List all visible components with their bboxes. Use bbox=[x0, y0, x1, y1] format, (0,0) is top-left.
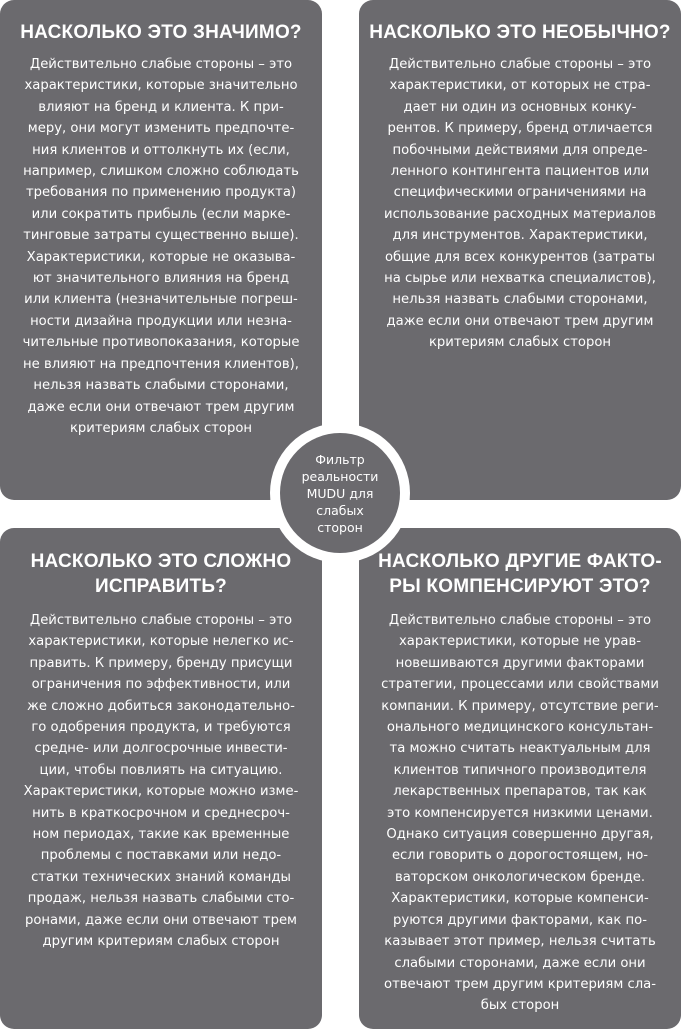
body-line: казывает этот пример, нельзя считать bbox=[384, 934, 656, 950]
body-line: Характеристики, которые не оказыва- bbox=[26, 249, 296, 265]
body-line: характеристики, которые значительно bbox=[24, 78, 298, 94]
title-line: НАСКОЛЬКО ЭТО СЛОЖНО bbox=[30, 551, 292, 572]
body-line: или сократить прибыль (если марке- bbox=[31, 206, 291, 222]
body-line: ограничения по эффективности, или bbox=[31, 677, 291, 693]
body-line: статки технических знаний команды bbox=[31, 869, 291, 885]
body-line: ности дизайна продукции или незна- bbox=[30, 313, 292, 329]
panel-body bbox=[0, 45, 322, 439]
hub-line: Фильтр bbox=[315, 451, 365, 467]
body-line: на сырье или нехватка специалистов), bbox=[384, 271, 656, 287]
body-line: ленного контингента пациентов или bbox=[390, 164, 650, 180]
body-line: средне- или долгосрочные инвести- bbox=[34, 741, 288, 757]
title-line: РЫ КОМПЕНСИРУЮТ ЭТО? bbox=[389, 576, 651, 597]
body-line: ном периодах, такие как временные bbox=[32, 827, 290, 843]
body-line: рентов. К примеру, бренд отличается bbox=[387, 121, 653, 137]
body-line: тинговые затраты существенно выше). bbox=[23, 228, 299, 244]
body-line: ния клиентов и оттолкнуть их (если, bbox=[32, 142, 290, 158]
body-line: общие для всех конкурентов (затраты bbox=[384, 249, 655, 265]
body-line: ции, чтобы повлиять на ситуацию. bbox=[39, 762, 283, 778]
body-line: другим критериям слабых сторон bbox=[42, 934, 280, 950]
body-line: побочными действиями для опреде- bbox=[392, 142, 648, 158]
body-line: например, слишком сложно соблюдать bbox=[23, 164, 299, 180]
panel-difficulty bbox=[0, 528, 322, 1029]
body-line: проблемы с поставками или недо- bbox=[40, 848, 282, 864]
panel-title bbox=[0, 0, 322, 45]
body-line: специфическими ограничениями на bbox=[393, 185, 647, 201]
body-line: Однако ситуация совершенно другая, bbox=[386, 827, 654, 843]
body-line: стратегии, процессами или свойствами bbox=[381, 677, 659, 693]
body-line: править. К примеру, бренду присущи bbox=[29, 655, 293, 671]
title-line: НАСКОЛЬКО ДРУГИЕ ФАКТО- bbox=[378, 551, 662, 572]
body-line: ваторском онкологическом бренде. bbox=[394, 869, 646, 885]
body-line: даже если они отвечают трем другим bbox=[386, 313, 654, 329]
title-line: НАСКОЛЬКО ЭТО ЗНАЧИМО? bbox=[20, 22, 302, 43]
body-line: даже если они отвечают трем другим bbox=[27, 399, 295, 415]
body-line: критериям слабых сторон bbox=[428, 335, 612, 351]
panel-uniqueness bbox=[359, 0, 681, 500]
body-line: Действительно слабые стороны – это bbox=[388, 613, 652, 628]
body-line: Характеристики, которые компенси- bbox=[391, 891, 649, 907]
panel-body bbox=[359, 599, 681, 1017]
body-line: бых сторон bbox=[480, 998, 560, 1014]
body-line: чительные противопоказания, которые bbox=[22, 335, 300, 351]
body-line: та можно считать неактуальным для bbox=[389, 741, 651, 757]
body-line: лекарственных препаратов, так как bbox=[393, 784, 647, 800]
body-line: нельзя назвать слабыми сторонами, bbox=[392, 292, 648, 308]
body-line: компании. К примеру, отсутствие реги- bbox=[381, 698, 659, 714]
body-line: онального медицинского консультан- bbox=[386, 720, 654, 736]
body-line: же сложно добиться законодательно- bbox=[27, 698, 295, 714]
body-line: Действительно слабые стороны – это bbox=[29, 613, 293, 628]
body-line: дает ни один из основных конку- bbox=[403, 99, 637, 115]
title-line: НАСКОЛЬКО ЭТО НЕОБЫЧНО? bbox=[369, 22, 671, 43]
panel-significance bbox=[0, 0, 322, 500]
body-line: го одобрения продукта, и требуются bbox=[31, 720, 291, 736]
panel-compensation bbox=[359, 528, 681, 1029]
body-line: руются другими факторами, как по- bbox=[393, 912, 647, 928]
panel-title bbox=[0, 528, 322, 599]
hub-line: сторон bbox=[317, 519, 363, 535]
body-line: характеристики, которые нелегко ис- bbox=[28, 634, 294, 650]
body-line: новешиваются другими факторами bbox=[395, 655, 645, 671]
hub-line: MUDU для bbox=[306, 485, 374, 501]
body-line: нельзя назвать слабыми сторонами, bbox=[33, 378, 289, 394]
center-hub bbox=[280, 433, 400, 553]
panel-title bbox=[359, 528, 681, 599]
body-line: если говорить о дорогостоящем, но- bbox=[391, 848, 649, 864]
body-line: отвечают трем другим критериям сла- bbox=[384, 976, 656, 992]
body-line: характеристики, которые не урав- bbox=[398, 634, 642, 650]
hub-line: слабых bbox=[316, 502, 364, 518]
body-line: нить в краткосрочном и среднесроч- bbox=[32, 805, 290, 821]
title-line: ИСПРАВИТЬ? bbox=[94, 576, 227, 597]
body-line: влияют на бренд и клиента. К при- bbox=[38, 99, 284, 115]
body-line: Характеристики, которые можно изме- bbox=[23, 784, 299, 800]
body-line: для инструментов. Характеристики, bbox=[392, 228, 648, 244]
body-line: это компенсируется низкими ценами. bbox=[387, 805, 653, 821]
body-line: требования по применению продукта) bbox=[25, 185, 297, 201]
body-line: ют значительного влияния на бренд bbox=[32, 271, 290, 287]
body-line: характеристики, от которых не стра- bbox=[389, 78, 651, 94]
body-line: критериям слабых сторон bbox=[69, 420, 253, 436]
body-line: ронами, даже если они отвечают трем bbox=[24, 912, 298, 928]
body-line: не влияют на предпочтения клиентов), bbox=[23, 356, 299, 372]
body-line: слабыми сторонами, даже если они bbox=[394, 955, 646, 971]
panel-title bbox=[359, 0, 681, 45]
panel-body bbox=[0, 599, 322, 953]
body-line: или клиента (незначительные погреш- bbox=[24, 292, 298, 308]
body-line: меру, они могут изменить предпочте- bbox=[27, 121, 295, 137]
body-line: Действительно слабые стороны – это bbox=[388, 57, 652, 72]
body-line: продаж, нельзя назвать слабыми сто- bbox=[27, 891, 295, 907]
panel-body bbox=[359, 45, 681, 354]
hub-line: реальности bbox=[301, 468, 379, 484]
body-line: Действительно слабые стороны – это bbox=[29, 57, 293, 72]
body-line: использование расходных материалов bbox=[384, 206, 656, 222]
body-line: клиентов типичного производителя bbox=[393, 762, 647, 778]
